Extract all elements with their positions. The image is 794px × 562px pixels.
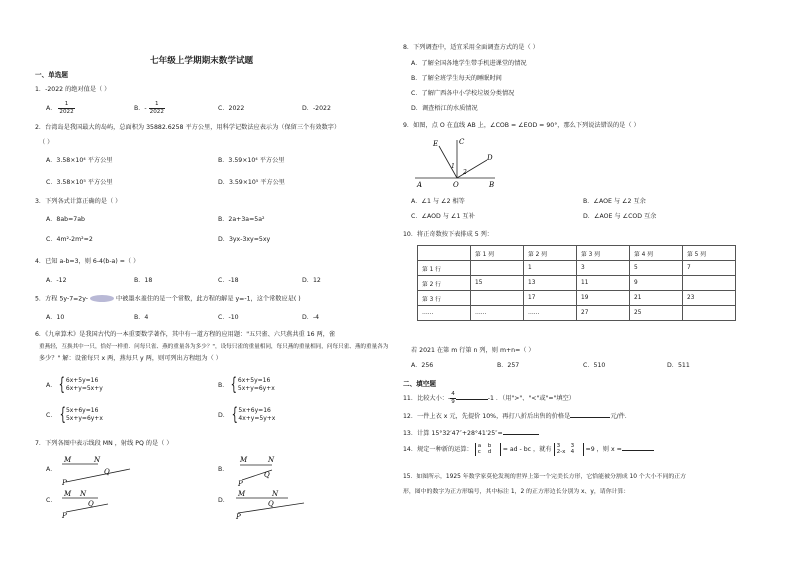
table-header-cell: 第 5 列 — [683, 246, 736, 261]
q13-line — [403, 428, 539, 438]
q14-text-a: 14．规定一种新的运算： — [403, 446, 473, 453]
svg-text:E: E — [433, 140, 439, 148]
q5-stem-b: 中被墨水盖住的是一个常数，此方程的解是 y=-1，这个常数应是( ) — [115, 295, 301, 303]
q10-option-b[interactable]: B．257 — [497, 362, 520, 369]
q6-option-a[interactable] — [46, 376, 103, 395]
q4-option-c[interactable]: C．-18 — [218, 277, 239, 284]
q8-option-a[interactable]: A．了解全国各地学生带手机进课堂的情况 — [411, 60, 527, 67]
svg-text:N: N — [268, 456, 275, 464]
table-cell: 9 — [630, 276, 683, 291]
q7-stem: 7．下列各图中表示线段 MN ，射线 PQ 的是（ ） — [35, 440, 173, 447]
q4-option-b[interactable]: B．18 — [134, 277, 153, 284]
q10-option-a[interactable]: A．256 — [411, 362, 434, 369]
q1-b-num: 1 — [149, 101, 165, 109]
q1-option-a[interactable] — [46, 101, 75, 115]
svg-text:B: B — [489, 181, 495, 189]
q6-option-b[interactable] — [218, 376, 275, 395]
table-cell: 1 — [524, 261, 577, 276]
q11-line — [403, 391, 575, 406]
q6-option-c[interactable] — [46, 406, 103, 425]
q8-option-c[interactable]: C．了解广西各中小学校垃圾分类情况 — [411, 90, 515, 97]
q11-den: 9 — [451, 398, 455, 405]
q3-stem: 3．下列各式计算正确的是（ ） — [35, 198, 122, 205]
q13-text-a: 13．计算 15°32′47″+28°41′25″= — [403, 430, 503, 437]
q6-stem-line1: 6．《九章算术》是我国古代的一本重要数学著作，其中有一道方程的应用题："五只雀、六只燕共重 16 两，雀 — [35, 331, 336, 338]
q3-option-d[interactable]: D．3yx-3xy=5xy — [218, 236, 271, 243]
q14-determinant-def — [475, 443, 501, 456]
table-cell — [683, 276, 736, 291]
q11-text-a: 11．比较大小：- — [403, 395, 451, 402]
left-column — [0, 0, 389, 562]
q7-option-d-label[interactable]: D． — [218, 497, 229, 504]
table-header-cell — [418, 246, 471, 261]
svg-text:P: P — [62, 479, 67, 486]
q4-option-d[interactable]: D．12 — [302, 277, 321, 284]
q2-stem-line2: （ ） — [39, 139, 54, 146]
q7-figure-c — [58, 486, 138, 520]
svg-text:N: N — [94, 456, 101, 464]
q11-text-b: -1 ．（用">"、"<"或"="填空） — [487, 395, 575, 402]
q10-tail: 若 2021 在第 m 行第 n 列，则 m+n=（ ） — [411, 347, 535, 354]
q6-c-label: C． — [46, 412, 57, 419]
svg-text:M: M — [240, 456, 248, 464]
q6-d-eq2: 4x+y=5y+x — [238, 415, 276, 422]
q6-c-system — [66, 407, 103, 423]
det-cell: c — [477, 449, 481, 455]
q6-d-label: D． — [218, 412, 229, 419]
q7-figure-b — [232, 452, 312, 486]
table-cell: 3 — [577, 261, 630, 276]
q10-odd-number-table — [417, 245, 736, 321]
table-cell: 第 3 行 — [418, 291, 471, 306]
det-cell: 3 — [556, 442, 561, 449]
table-row — [418, 291, 736, 306]
q8-stem: 8．下列调查中，适宜采用全面调查方式的是（ ） — [403, 44, 539, 51]
q2-option-c[interactable]: C．3.58×10⁵ 平方公里 — [46, 179, 113, 186]
left-brace-icon: { — [231, 374, 238, 395]
q2-option-d[interactable]: D．3.59×10⁵ 平方公里 — [218, 179, 285, 186]
q6-c-eq1: 5x+6y=16 — [65, 407, 99, 414]
q6-option-d[interactable] — [218, 406, 275, 425]
q6-a-system — [66, 377, 103, 393]
q6-stem-line2: 重燕轻，互换其中一只，恰好一样重．问每只雀、燕的重量各为多少？"，设每只雀的重量相同，每只燕的重量相同，问每只雀、燕的重量各为 — [39, 344, 389, 350]
table-cell: 23 — [683, 291, 736, 306]
q3-option-c[interactable]: C．4m²-2m²=2 — [46, 236, 93, 243]
svg-text:Q: Q — [268, 500, 274, 508]
q7-option-a-label[interactable]: A． — [46, 466, 57, 473]
q10-option-d[interactable]: D．511 — [667, 362, 690, 369]
table-header-row — [418, 246, 736, 261]
q5-stem — [35, 295, 301, 304]
table-cell: 27 — [577, 306, 630, 321]
q14-text-mid: = ad - bc ，就有 — [502, 446, 552, 453]
svg-text:P: P — [238, 480, 243, 486]
table-header-cell: 第 2 列 — [524, 246, 577, 261]
q14-line — [403, 441, 654, 459]
table-cell: 15 — [471, 276, 524, 291]
q1-option-d[interactable]: D．-2022 — [302, 105, 331, 112]
page-title: 七年级上学期期末数学试题 — [150, 56, 254, 66]
q10-option-c[interactable]: C．510 — [583, 362, 606, 369]
svg-text:N: N — [80, 490, 87, 498]
table-cell — [471, 291, 524, 306]
q1-option-b[interactable] — [134, 101, 165, 115]
q6-d-eq1: 5x+6y=16 — [238, 407, 271, 414]
q1-b-label: B．- — [134, 105, 147, 112]
q7-figure-a — [58, 452, 138, 486]
q12-text-a: 12．一件上衣 x 元，先提价 10%，再打八折后出售的价格是 — [403, 413, 571, 420]
table-header-cell: 第 3 列 — [577, 246, 630, 261]
q14-text-eq: =9 ，则 x = — [585, 446, 622, 453]
table-cell: 17 — [524, 291, 577, 306]
q7-option-c-label[interactable]: C． — [46, 497, 57, 504]
q12-answer-blank[interactable] — [570, 411, 610, 418]
table-row — [418, 306, 736, 321]
right-column — [397, 0, 777, 562]
q15-line2: 形，图中的数字为正方形编号，其中标注 1，2 的正方形边长分别为 x、y，请你计算： — [403, 489, 630, 495]
q9-option-a[interactable]: A．∠1 与 ∠2 相等 — [411, 198, 465, 205]
svg-text:Q: Q — [104, 468, 110, 476]
svg-text:C: C — [459, 138, 465, 146]
q6-a-label: A． — [46, 382, 57, 389]
q3-option-b[interactable]: B．2a+3a=5a² — [218, 216, 265, 223]
svg-text:D: D — [487, 154, 493, 162]
q1-option-c[interactable]: C．2022 — [218, 105, 245, 112]
svg-text:2: 2 — [463, 169, 467, 176]
table-cell: …… — [418, 306, 471, 321]
svg-text:P: P — [62, 512, 67, 520]
svg-text:1: 1 — [451, 163, 455, 170]
svg-text:M: M — [64, 456, 72, 464]
q2-option-a[interactable]: A．3.58×10⁴ 平方公里 — [46, 157, 113, 164]
table-cell: 第 2 行 — [418, 276, 471, 291]
q5-stem-a: 5．方程 5y-7=2y- — [35, 295, 89, 303]
q11-answer-blank[interactable] — [456, 393, 488, 400]
q9-option-c[interactable]: C．∠AOD 与 ∠1 互补 — [411, 213, 475, 220]
table-cell: 19 — [577, 291, 630, 306]
q5-option-c[interactable]: C．-10 — [218, 314, 239, 321]
svg-text:M: M — [238, 490, 246, 498]
ink-blot-image — [90, 295, 114, 302]
det-cell: d — [487, 449, 492, 455]
q9-option-d[interactable]: D．∠AOE 与 ∠COD 互余 — [583, 213, 657, 220]
q12-line — [403, 411, 631, 421]
q9-option-b[interactable]: B．∠AOE 与 ∠2 互余 — [583, 198, 646, 205]
q7-figure-d — [232, 486, 312, 520]
q11-num: 4 — [451, 391, 455, 397]
svg-text:O: O — [453, 181, 459, 189]
q14-answer-blank[interactable] — [622, 444, 654, 451]
q1-stem: 1．-2022 的绝对值是（ ） — [35, 86, 111, 93]
table-header-cell: 第 4 列 — [630, 246, 683, 261]
q6-a-eq2: 6x+y=5x+y — [65, 385, 103, 392]
det-cell: 2-x — [556, 449, 566, 455]
q4-stem: 4．已知 a-b=3，则 6-4(b-a) =（ ） — [35, 258, 140, 265]
table-cell: 11 — [577, 276, 630, 291]
q12-text-b: 元/件． — [610, 413, 631, 420]
table-cell: 5 — [630, 261, 683, 276]
left-brace-icon: { — [58, 374, 66, 395]
svg-text:M: M — [64, 490, 72, 498]
q3-option-a[interactable]: A．8ab=7ab — [46, 216, 85, 223]
q7-option-b-label[interactable]: B． — [218, 466, 229, 473]
q1-a-num: 1 — [58, 101, 74, 109]
det-cell: b — [487, 442, 492, 449]
table-row — [418, 276, 736, 291]
q1-b-den: 2022 — [149, 108, 164, 115]
q6-b-label: B． — [218, 382, 229, 389]
table-row — [418, 261, 736, 276]
q13-answer-blank[interactable] — [503, 428, 539, 435]
table-cell: …… — [524, 306, 577, 321]
q5-option-b[interactable]: B．4 — [134, 314, 149, 321]
q8-option-b[interactable]: B．了解全班学生每天的睡眠时间 — [411, 75, 502, 82]
q15-line1: 15．如图所示，1925 年数学家莫伦发现的世界上第一个完美长方形，它恰能被分割成 10 个大小不同的正方 — [403, 474, 687, 480]
table-cell: 13 — [524, 276, 577, 291]
svg-text:Q: Q — [88, 500, 94, 508]
table-cell: 25 — [630, 306, 683, 321]
q6-a-eq1: 6x+5y=16 — [65, 377, 99, 384]
q5-option-a[interactable]: A．10 — [46, 314, 65, 321]
svg-text:N: N — [272, 490, 279, 498]
q2-stem-line1: 2．台湾岛是我国最大的岛屿，总面积为 35882.6258 平方公里，用科学记数法应表示为（保留三个有效数字） — [35, 124, 341, 131]
table-cell — [683, 306, 736, 321]
q6-b-system — [238, 377, 275, 393]
q1-a-den: 2022 — [59, 108, 74, 115]
left-brace-icon: { — [59, 404, 66, 425]
q4-option-a[interactable]: A．-12 — [46, 277, 67, 284]
q1-b-fraction — [149, 101, 165, 115]
table-cell: 第 1 行 — [418, 261, 471, 276]
section-fill-in: 二、填空题 — [403, 380, 436, 388]
table-cell — [471, 261, 524, 276]
q1-a-fraction — [58, 101, 74, 115]
q9-stem: 9．如图，点 O 在直线 AB 上，∠COB = ∠EOD = 90°，那么下列说法错误的是（ ） — [403, 122, 640, 129]
svg-text:A: A — [417, 181, 423, 189]
q1-a-label: A． — [46, 105, 57, 112]
q6-b-eq1: 6x+5y=16 — [237, 377, 271, 384]
table-cell: 21 — [630, 291, 683, 306]
det-cell: a — [477, 442, 482, 449]
table-cell: 7 — [683, 261, 736, 276]
table-cell: …… — [471, 306, 524, 321]
q5-option-d[interactable]: D．-4 — [302, 314, 320, 321]
det-cell: 3 — [570, 442, 575, 449]
q6-b-eq2: 5x+y=6y+x — [237, 385, 275, 392]
svg-text:P: P — [236, 513, 241, 520]
q6-d-system — [238, 407, 275, 423]
q10-stem: 10．将正奇数按下表排成 5 列： — [403, 231, 493, 238]
q8-option-d[interactable]: D．调查梧江的水质情况 — [411, 105, 478, 112]
svg-text:Q: Q — [264, 471, 270, 479]
q6-c-eq2: 5x+y=6y+x — [65, 415, 103, 422]
left-brace-icon: { — [231, 404, 238, 425]
table-header-cell: 第 1 列 — [471, 246, 524, 261]
q2-option-b[interactable]: B．3.59×10⁴ 平方公里 — [218, 157, 285, 164]
q14-determinant-eq — [554, 443, 584, 456]
section-single-choice: 一、单选题 — [35, 71, 68, 79]
q6-stem-line3: 多少？" 解：设雀每只 x 两，燕每只 y 两，则可列出方程组为（ ） — [39, 355, 222, 362]
q9-angle-figure — [413, 134, 503, 190]
det-cell: 4 — [570, 449, 575, 455]
